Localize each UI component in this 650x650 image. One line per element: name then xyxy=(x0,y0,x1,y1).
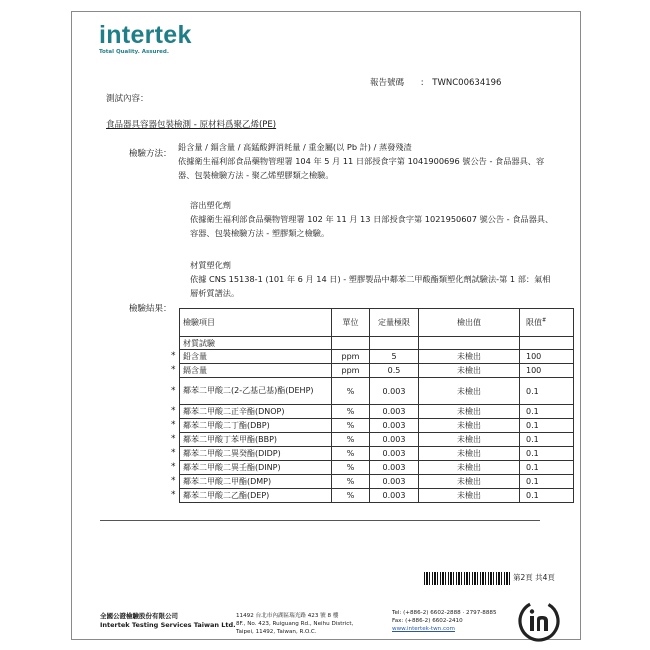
method-label: 檢驗方法： xyxy=(129,149,172,159)
accredited-star: * xyxy=(171,351,176,361)
cell-mdl: 0.003 xyxy=(370,378,419,405)
accredited-star: * xyxy=(171,386,176,396)
method-3-text: 依據 CNS 15138-1 (101 年 6 月 14 日) - 塑膠製品中鄰苯二甲酸酯類塑化劑試驗法-第 1 部：氣相層析質譜法。 xyxy=(190,274,551,298)
intertek-logo: intertek xyxy=(99,21,192,49)
result-label: 檢驗結果： xyxy=(129,304,172,314)
cell-item xyxy=(171,475,332,489)
cell-limit: 0.1 xyxy=(520,419,574,433)
item-label: 鄰苯二甲酸二異壬酯(DINP) xyxy=(183,463,281,472)
address-zh: 11492 台北市內湖區瑞光路 423 號 8 樓 xyxy=(236,613,339,619)
cell-mdl: 0.5 xyxy=(370,364,419,378)
cell-item xyxy=(171,489,332,503)
cell-unit: ppm xyxy=(332,350,370,364)
company-name-zh: 全國公證檢驗股份有限公司 xyxy=(100,612,178,620)
group-empty-cell xyxy=(520,337,574,350)
item-label: 鄰苯二甲酸二異癸酯(DIDP) xyxy=(183,449,281,458)
table-row xyxy=(180,405,574,419)
method-1-text: 依據衛生福利部食品藥物管理署 104 年 5 月 11 日部授食字第 1041900696 號公告 - 食品器具、容器、包裝檢驗方法 - 聚乙烯塑膠類之檢驗。 xyxy=(178,156,545,180)
table-row xyxy=(180,378,574,405)
cell-limit: 0.1 xyxy=(520,405,574,419)
cell-result: 未檢出 xyxy=(419,350,520,364)
cell-result: 未檢出 xyxy=(419,433,520,447)
footer-website-link[interactable]: www.intertek-twn.com xyxy=(392,626,455,632)
accredited-star: * xyxy=(171,476,176,486)
table-group-row xyxy=(180,337,574,350)
cell-result: 未檢出 xyxy=(419,364,520,378)
page-indicator: 第2頁 共4頁 xyxy=(513,573,555,582)
method-3-title: 材質塑化劑 xyxy=(190,260,231,270)
cell-unit: % xyxy=(332,433,370,447)
method-3 xyxy=(190,258,556,300)
cell-item xyxy=(171,350,332,364)
cell-limit: 0.1 xyxy=(520,447,574,461)
footer-tel: Tel: (+886-2) 6602-2888 · 2797-8885 xyxy=(392,610,497,616)
table-row xyxy=(180,433,574,447)
item-label: 鄰苯二甲酸二乙酯(DEP) xyxy=(183,491,270,500)
cell-unit: % xyxy=(332,405,370,419)
group-empty-cell xyxy=(332,337,370,350)
method-2 xyxy=(190,198,556,240)
cell-item xyxy=(171,419,332,433)
cell-result: 未檢出 xyxy=(419,419,520,433)
group-label: 材質試驗 xyxy=(180,337,332,350)
group-empty-cell xyxy=(370,337,419,350)
cell-mdl: 0.003 xyxy=(370,461,419,475)
table-row xyxy=(180,489,574,503)
report-page xyxy=(71,11,581,640)
cell-mdl: 0.003 xyxy=(370,433,419,447)
header-limit xyxy=(520,309,574,337)
table-row xyxy=(180,419,574,433)
accredited-star: * xyxy=(171,490,176,500)
cell-unit: ppm xyxy=(332,364,370,378)
method-2-text: 依據衛生福利部食品藥物管理署 102 年 11 月 13 日部授食字第 1021950607 號公告 - 食品器具、容器、包裝檢驗方法 - 塑膠類之檢驗。 xyxy=(190,214,554,238)
table-header-row xyxy=(180,309,574,337)
footer-fax: Fax: (+886-2) 6602-2410 xyxy=(392,618,463,624)
header-unit: 單位 xyxy=(332,309,370,337)
cell-limit: 100 xyxy=(520,350,574,364)
item-label: 鄰苯二甲酸二(2-乙基己基)酯(DEHP) xyxy=(183,386,314,395)
cell-limit: 0.1 xyxy=(520,378,574,405)
cell-result: 未檢出 xyxy=(419,475,520,489)
method-2-title: 溶出塑化劑 xyxy=(190,200,231,210)
section-divider xyxy=(100,520,540,521)
cell-result: 未檢出 xyxy=(419,489,520,503)
barcode xyxy=(424,572,510,585)
report-number-colon: : xyxy=(420,78,424,88)
item-label: 鄰苯二甲酸二正辛酯(DNOP) xyxy=(183,407,285,416)
item-label: 鄰苯二甲酸丁苯甲酯(BBP) xyxy=(183,435,278,444)
cell-result: 未檢出 xyxy=(419,378,520,405)
cell-mdl: 0.003 xyxy=(370,419,419,433)
report-number-value: TWNC00634196 xyxy=(432,78,502,88)
cell-result: 未檢出 xyxy=(419,405,520,419)
accredited-star: * xyxy=(171,462,176,472)
cell-mdl: 0.003 xyxy=(370,489,419,503)
item-label: 鎘含量 xyxy=(183,366,207,375)
cell-result: 未檢出 xyxy=(419,461,520,475)
accredited-star: * xyxy=(171,434,176,444)
cell-unit: % xyxy=(332,419,370,433)
header-item: 檢驗項目 xyxy=(180,309,332,337)
header-limit-mark: # xyxy=(542,317,547,324)
cell-unit: % xyxy=(332,447,370,461)
cell-item xyxy=(171,378,332,405)
accredited-star: * xyxy=(171,420,176,430)
cell-mdl: 0.003 xyxy=(370,405,419,419)
table-row xyxy=(180,350,574,364)
method-1 xyxy=(178,140,556,182)
accredited-star: * xyxy=(171,448,176,458)
cell-mdl: 0.003 xyxy=(370,447,419,461)
cell-limit: 100 xyxy=(520,364,574,378)
cell-unit: % xyxy=(332,489,370,503)
company-name-en: Intertek Testing Services Taiwan Ltd. xyxy=(100,621,236,629)
footer-company xyxy=(100,612,236,630)
cell-item xyxy=(171,461,332,475)
header-result: 檢出值 xyxy=(419,309,520,337)
cell-item xyxy=(171,405,332,419)
header-mdl: 定量極限 xyxy=(370,309,419,337)
group-empty-cell xyxy=(419,337,520,350)
table-row xyxy=(180,364,574,378)
address-en-1: 8F., No. 423, Ruiguang Rd., Neihu District, xyxy=(236,621,354,627)
test-content-label: 測試內容： xyxy=(106,94,149,104)
cell-limit: 0.1 xyxy=(520,461,574,475)
item-label: 鄰苯二甲酸二丁酯(DBP) xyxy=(183,421,270,430)
test-subject: 食品器具容器包裝檢測 - 原材料爲聚乙烯(PE) xyxy=(106,120,277,130)
brand-tagline: Total Quality. Assured. xyxy=(99,49,169,55)
cell-item xyxy=(171,364,332,378)
accredited-star: * xyxy=(171,365,176,375)
cell-limit: 0.1 xyxy=(520,489,574,503)
footer-contact xyxy=(392,609,497,633)
report-number-label: 報告號碼 xyxy=(370,78,405,88)
cell-limit: 0.1 xyxy=(520,475,574,489)
cell-item xyxy=(171,433,332,447)
cell-unit: % xyxy=(332,378,370,405)
item-label: 鄰苯二甲酸二甲酯(DMP) xyxy=(183,477,272,486)
results-table xyxy=(171,308,574,503)
cell-item xyxy=(171,447,332,461)
method-1-items: 鉛含量 / 鎘含量 / 高錳酸鉀消耗量 / 重金屬(以 Pb 計) / 蒸發殘渣 xyxy=(178,142,412,152)
report-number-line xyxy=(370,76,501,88)
table-row xyxy=(180,475,574,489)
cell-mdl: 0.003 xyxy=(370,475,419,489)
cell-unit: % xyxy=(332,461,370,475)
cell-limit: 0.1 xyxy=(520,433,574,447)
intertek-badge-icon xyxy=(517,599,561,643)
cell-mdl: 5 xyxy=(370,350,419,364)
header-limit-label: 限值 xyxy=(526,318,542,327)
table-row xyxy=(180,461,574,475)
address-en-2: Taipei, 11492, Taiwan, R.O.C. xyxy=(236,629,317,635)
accredited-star: * xyxy=(171,406,176,416)
item-label: 鉛含量 xyxy=(183,352,207,361)
cell-result: 未檢出 xyxy=(419,447,520,461)
footer-address xyxy=(236,612,353,636)
cell-unit: % xyxy=(332,475,370,489)
table-row xyxy=(180,447,574,461)
